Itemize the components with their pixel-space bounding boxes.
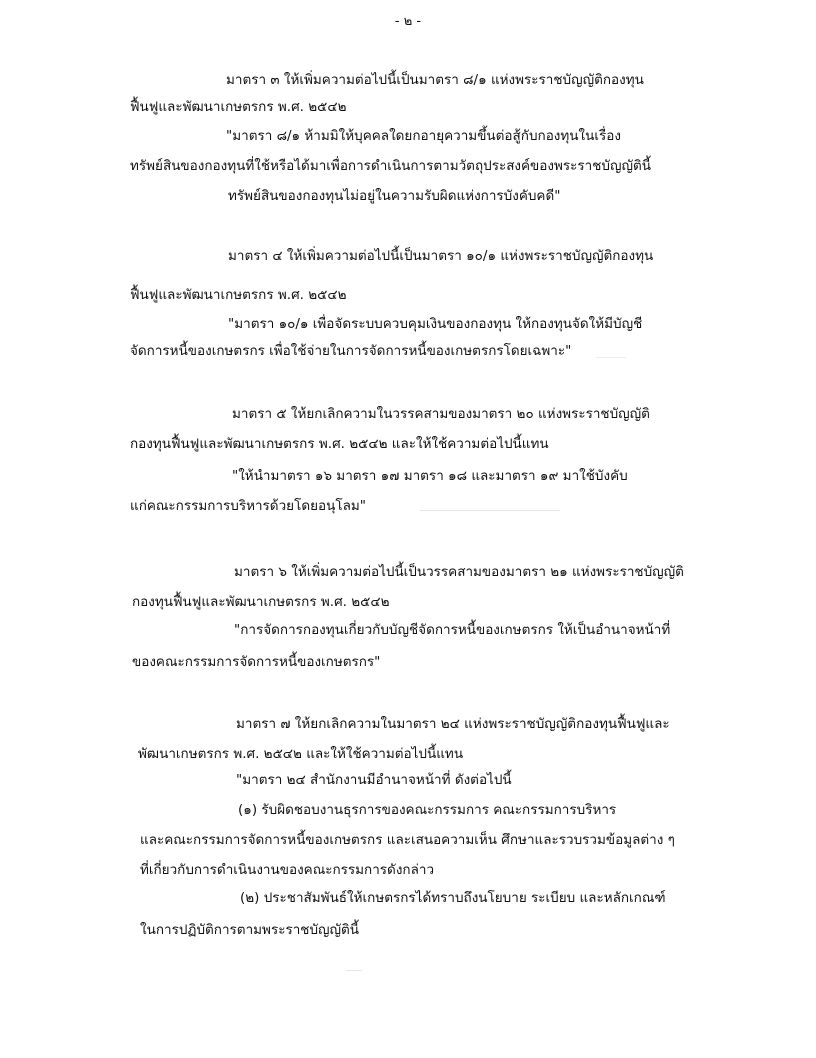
section-7-item-1-line-1: (๑) รับผิดชอบงานธุรการของคณะกรรมการ คณะกรรมการบริหาร <box>238 802 617 818</box>
page-number: - ๒ - <box>394 14 422 29</box>
section-7-line-1: มาตรา ๗ ให้ยกเลิกความในมาตรา ๒๔ แห่งพระราชบัญญัติกองทุนฟื้นฟูและ <box>236 716 670 732</box>
section-4-line-4: จัดการหนี้ของเกษตรกร เพื่อใช้จ่ายในการจัดการหนี้ของเกษตรกรโดยเฉพาะ" <box>130 343 572 359</box>
section-5-line-2: กองทุนฟื้นฟูและพัฒนาเกษตรกร พ.ศ. ๒๕๔๒ และให้ใช้ความต่อไปนี้แทน <box>130 436 549 452</box>
section-7-line-2: พัฒนาเกษตรกร พ.ศ. ๒๕๔๒ และให้ใช้ความต่อไปนี้แทน <box>138 746 464 762</box>
section-6-line-1: มาตรา ๖ ให้เพิ่มความต่อไปนี้เป็นวรรคสามของมาตรา ๒๑ แห่งพระราชบัญญัติ <box>234 564 684 580</box>
section-5-line-3: "ให้นำมาตรา ๑๖ มาตรา ๑๗ มาตรา ๑๘ และมาตรา ๑๙ มาใช้บังคับ <box>232 468 628 484</box>
scan-artifact <box>346 970 362 971</box>
section-3-line-1: มาตรา ๓ ให้เพิ่มความต่อไปนี้เป็นมาตรา ๘/๑ แห่งพระราชบัญญัติกองทุน <box>226 72 644 88</box>
section-6-line-4: ของคณะกรรมการจัดการหนี้ของเกษตรกร" <box>132 654 381 670</box>
section-5-line-4: แก่คณะกรรมการบริหารด้วยโดยอนุโลม" <box>130 498 366 514</box>
section-7-item-1-line-2: และคณะกรรมการจัดการหนี้ของเกษตรกร และเสนอความเห็น ศึกษาและรวบรวมข้อมูลต่าง ๆ <box>140 832 675 848</box>
section-4-line-1: มาตรา ๔ ให้เพิ่มความต่อไปนี้เป็นมาตรา ๑๐/๑ แห่งพระราชบัญญัติกองทุน <box>228 248 654 264</box>
section-4-line-2: ฟื้นฟูและพัฒนาเกษตรกร พ.ศ. ๒๕๔๒ <box>130 287 347 303</box>
section-5-line-1: มาตรา ๕ ให้ยกเลิกความในวรรคสามของมาตรา ๒๐ แห่งพระราชบัญญัติ <box>232 406 650 422</box>
section-7-item-1-line-3: ที่เกี่ยวกับการดำเนินงานของคณะกรรมการดังกล่าว <box>140 862 435 878</box>
section-6-line-3: "การจัดการกองทุนเกี่ยวกับบัญชีจัดการหนี้ของเกษตรกร ให้เป็นอำนาจหน้าที่ <box>234 622 671 638</box>
section-3-line-5: ทรัพย์สินของกองทุนไม่อยู่ในความรับผิดแห่งการบังคับคดี" <box>228 188 561 204</box>
section-3-line-4: ทรัพย์สินของกองทุนที่ใช้หรือได้มาเพื่อการดำเนินการตามวัตถุประสงค์ของพระราชบัญญัตินี้ <box>130 158 651 174</box>
section-7-item-2-line-2: ในการปฏิบัติการตามพระราชบัญญัตินี้ <box>140 922 360 938</box>
section-7-line-3: "มาตรา ๒๔ สำนักงานมีอำนาจหน้าที่ ดังต่อไปนี้ <box>236 772 512 788</box>
scan-artifact <box>420 510 560 511</box>
section-4-line-3: "มาตรา ๑๐/๑ เพื่อจัดระบบควบคุมเงินของกองทุน ให้กองทุนจัดให้มีบัญชี <box>228 316 643 332</box>
scan-artifact <box>596 357 626 358</box>
section-7-item-2-line-1: (๒) ประชาสัมพันธ์ให้เกษตรกรได้ทราบถึงนโยบาย ระเบียบ และหลักเกณฑ์ <box>240 890 666 906</box>
section-3-line-3: "มาตรา ๘/๑ ห้ามมิให้บุคคลใดยกอายุความขึ้นต่อสู้กับกองทุนในเรื่อง <box>226 128 621 144</box>
section-3-line-2: ฟื้นฟูและพัฒนาเกษตรกร พ.ศ. ๒๕๔๒ <box>130 99 347 115</box>
section-6-line-2: กองทุนฟื้นฟูและพัฒนาเกษตรกร พ.ศ. ๒๕๔๒ <box>132 594 390 610</box>
